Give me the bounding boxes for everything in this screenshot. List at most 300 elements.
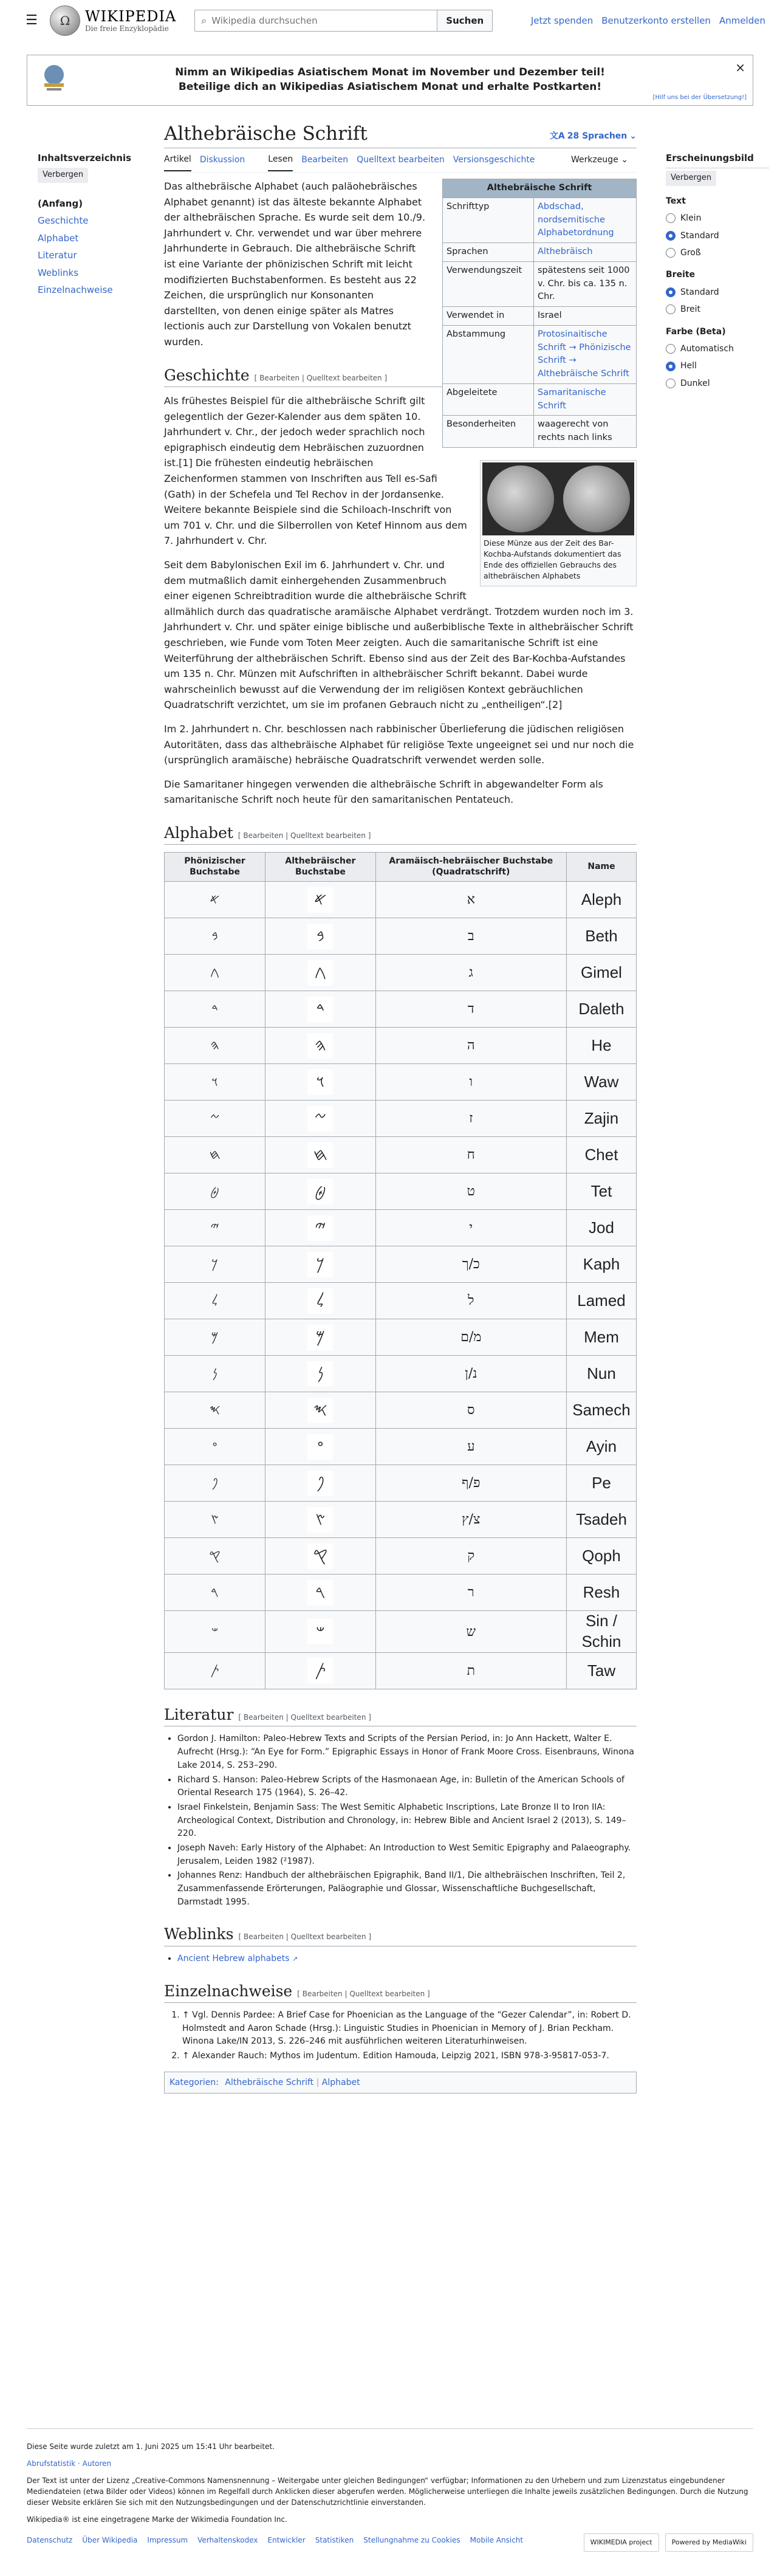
phoenician-cell: 𐤅 — [165, 1064, 265, 1101]
radio-label: Standard — [680, 230, 719, 241]
infobox-key: Schrifttyp — [443, 197, 534, 242]
phoenician-cell: 𐤉 — [165, 1210, 265, 1246]
table-row — [165, 1064, 637, 1101]
appearance-panel — [666, 151, 769, 390]
toc-item-top[interactable]: (Anfang) — [38, 197, 83, 209]
radio-label: Standard — [680, 287, 719, 297]
glyph-cell — [265, 1173, 376, 1210]
wikipedia-globe-icon: Ω — [50, 5, 80, 36]
letter-name-cell: Resh — [566, 1575, 636, 1611]
letter-name-cell: Pe — [566, 1465, 636, 1502]
heading-einzelnachweise — [164, 1982, 637, 2004]
letter-name-cell: Tet — [566, 1173, 636, 1210]
tab-edit[interactable]: Bearbeiten — [301, 155, 349, 165]
text-size-standard[interactable] — [666, 229, 769, 242]
heading-literatur — [164, 1705, 637, 1727]
table-row — [165, 1429, 637, 1465]
letter-name-cell: Beth — [566, 918, 636, 955]
toc-item-einzelnachweise[interactable]: Einzelnachweise — [38, 284, 113, 296]
search-box — [194, 10, 437, 32]
alphabet-table — [164, 852, 637, 1689]
table-row — [165, 1173, 637, 1210]
letter-name-cell: Zajin — [566, 1101, 636, 1137]
weblink-ancient-hebrew[interactable]: Ancient Hebrew alphabets — [177, 1953, 290, 1963]
paleo-hebrew-glyph: 𐤓 — [307, 1580, 333, 1606]
note-item: 1. ↑ Vgl. Dennis Pardee: A Brief Case for Phoenician as the Language of the “Gezer Calendar”, in: Robert D. Holmstedt and Aaron Schade (Hrsg.): Linguistic Studies in Phoenician in Memory of J. Brian Peckham. Winona Lake/IN 2013, S. 226–246 mit ausführlichen weiteren Literaturhinweisen. — [182, 2009, 637, 2049]
footer-badges — [584, 2533, 753, 2552]
square-script-cell: מ/ם — [375, 1319, 566, 1356]
infobox-value: Israel — [534, 307, 637, 326]
banner-logo-icon — [41, 63, 67, 93]
tab-edit-source[interactable]: Quelltext bearbeiten — [357, 155, 445, 165]
radio-icon — [666, 248, 676, 258]
category-link[interactable]: Althebräische Schrift — [225, 2077, 314, 2087]
glyph-cell — [265, 1064, 376, 1101]
create-account-link[interactable]: Benutzerkonto erstellen — [601, 15, 711, 26]
color-dark[interactable] — [666, 377, 769, 390]
logo-tagline: Die freie Enzyklopädie — [85, 24, 169, 33]
infobox-value: spätestens seit 1000 v. Chr. bis ca. 135 n. Chr. — [534, 261, 637, 306]
paleo-hebrew-glyph: 𐤍 — [307, 1361, 333, 1387]
phoenician-cell: 𐤆 — [165, 1101, 265, 1137]
glyph-cell — [265, 1356, 376, 1392]
glyph-cell — [265, 1652, 376, 1689]
tab-read[interactable]: Lesen — [268, 149, 293, 171]
square-script-cell: פ/ף — [375, 1465, 566, 1502]
table-row — [165, 1101, 637, 1137]
phoenician-cell: 𐤂 — [165, 955, 265, 991]
paleo-hebrew-glyph: 𐤐 — [307, 1471, 333, 1496]
tab-article[interactable]: Artikel — [164, 149, 191, 171]
categories-box — [164, 2072, 637, 2093]
heading-alphabet — [164, 823, 637, 845]
tab-history[interactable]: Versionsgeschichte — [453, 155, 535, 165]
login-link[interactable]: Anmelden — [719, 15, 765, 26]
infobox-value: waagerecht von rechts nach links — [534, 416, 637, 448]
language-button[interactable] — [550, 129, 637, 145]
coin-thumbnail — [480, 460, 637, 587]
heading-text: Geschichte — [164, 366, 250, 384]
weblink-item[interactable] — [177, 1953, 637, 1966]
glyph-cell — [265, 918, 376, 955]
heading-text: Literatur — [164, 1705, 234, 1723]
coin-obverse-image — [487, 465, 554, 532]
glyph-cell — [265, 1101, 376, 1137]
table-row — [165, 882, 637, 918]
glyph-cell — [265, 1465, 376, 1502]
footer-link[interactable]: Impressum — [147, 2536, 188, 2544]
table-row — [165, 918, 637, 955]
paleo-hebrew-glyph: 𐤋 — [307, 1288, 333, 1314]
infobox-value[interactable]: Samaritanische Schrift — [534, 383, 637, 416]
tools-menu[interactable] — [571, 149, 628, 170]
appearance-title: Erscheinungsbild — [666, 151, 769, 168]
wikimedia-badge[interactable]: WIKIMEDIA project — [584, 2533, 659, 2552]
paleo-hebrew-glyph: 𐤅 — [307, 1070, 333, 1095]
paleo-hebrew-glyph: 𐤎 — [307, 1398, 333, 1423]
letter-name-cell: Taw — [566, 1652, 636, 1689]
letter-name-cell: Sin / Schin — [566, 1611, 636, 1653]
infobox-value[interactable]: Althebräisch — [534, 243, 637, 262]
infobox-row — [443, 416, 637, 448]
glyph-cell — [265, 1575, 376, 1611]
literature-item: • Israel Finkelstein, Benjamin Sass: The West Semitic Alphabetic Inscriptions, Late Bronze II to Iron IIA: Archeological Context, Distribution and Chronology, in: Hebrew Bible and Ancient Israel 2 (2013), S. 149–220. — [177, 1801, 637, 1841]
phoenician-cell: 𐤍 — [165, 1356, 265, 1392]
banner-line-2[interactable]: Beteilige dich an Wikipedias Asiatischem Monat und erhalte Postkarten! — [178, 81, 602, 93]
table-row — [165, 1356, 637, 1392]
glyph-cell — [265, 1283, 376, 1319]
infobox-key: Verwendet in — [443, 307, 534, 326]
heading-text: Alphabet — [164, 823, 233, 842]
toc-item-geschichte[interactable]: Geschichte — [38, 215, 89, 227]
phoenician-cell: 𐤐 — [165, 1465, 265, 1502]
table-row — [165, 1319, 637, 1356]
heading-text: Weblinks — [164, 1925, 234, 1943]
phoenician-cell: 𐤋 — [165, 1283, 265, 1319]
glyph-cell — [265, 1429, 376, 1465]
paleo-hebrew-glyph: 𐤊 — [307, 1252, 333, 1277]
infobox-title: Althebräische Schrift — [443, 179, 637, 198]
note-item: 2. ↑ Alexander Rauch: Mythos im Judentum. Edition Hamouda, Leipzig 2021, ISBN 978-3-95817-053-7. — [182, 2050, 637, 2063]
glyph-cell — [265, 1137, 376, 1173]
footer-link[interactable]: Datenschutz — [27, 2536, 73, 2544]
article-body — [164, 179, 637, 2093]
phoenician-cell: 𐤎 — [165, 1392, 265, 1429]
logo-wordmark: WIKIPEDIA — [85, 8, 177, 26]
footer-link[interactable]: Verhaltenskodex — [197, 2536, 258, 2544]
radio-label: Dunkel — [680, 378, 710, 388]
table-row — [165, 1611, 637, 1653]
tools-label: Werkzeuge — [570, 155, 618, 165]
letter-name-cell: Aleph — [566, 882, 636, 918]
category-link[interactable]: Alphabet — [321, 2077, 360, 2087]
table-row — [165, 1246, 637, 1283]
page-title: Althebräische Schrift — [164, 122, 368, 145]
footer-link[interactable]: Entwickler — [267, 2536, 306, 2544]
heading-text: Einzelnachweise — [164, 1982, 293, 2000]
edit-section-link[interactable]: [ Bearbeiten | Quelltext bearbeiten ] — [238, 1932, 372, 1942]
edit-section-link[interactable]: [ Bearbeiten | Quelltext bearbeiten ] — [238, 1712, 371, 1722]
letter-name-cell: Jod — [566, 1210, 636, 1246]
radio-selected-icon — [666, 231, 676, 241]
search-button[interactable]: Suchen — [437, 10, 493, 32]
letter-name-cell: Kaph — [566, 1246, 636, 1283]
column-header: Aramäisch-hebräischer Buchstabe (Quadratschrift) — [375, 853, 566, 882]
square-script-cell: ע — [375, 1429, 566, 1465]
table-row — [165, 1137, 637, 1173]
toc-item-alphabet[interactable]: Alphabet — [38, 232, 79, 244]
alphabet-table-body — [165, 882, 637, 1689]
letter-name-cell: Samech — [566, 1392, 636, 1429]
paleo-hebrew-glyph: 𐤌 — [307, 1325, 333, 1350]
site-header — [0, 0, 780, 41]
phoenician-cell: 𐤁 — [165, 918, 265, 955]
square-script-cell: ס — [375, 1392, 566, 1429]
phoenician-cell: 𐤒 — [165, 1538, 265, 1575]
edit-section-link[interactable]: [ Bearbeiten | Quelltext bearbeiten ] — [238, 831, 371, 840]
width-heading: Breite — [666, 270, 696, 280]
paleo-hebrew-glyph: 𐤕 — [307, 1658, 333, 1683]
color-heading: Farbe (Beta) — [666, 326, 726, 337]
toc-title: Inhaltsverzeichnis — [38, 153, 132, 163]
toc-item-weblinks[interactable]: Weblinks — [38, 267, 79, 278]
thumbnail-caption: Diese Münze aus der Zeit des Bar-Kochba-Aufstands dokumentiert das Ende des offiziellen Gebrauchs des althebräischen Alphabets — [484, 538, 621, 581]
paleo-hebrew-glyph: 𐤀 — [307, 887, 333, 913]
table-row — [165, 1392, 637, 1429]
table-row — [165, 1575, 637, 1611]
radio-icon — [666, 379, 676, 388]
square-script-cell: י — [375, 1210, 566, 1246]
width-standard[interactable] — [666, 286, 769, 299]
hamburger-icon: ☰ — [26, 13, 38, 29]
infobox — [442, 179, 637, 448]
color-light[interactable] — [666, 359, 769, 373]
phoenician-cell: 𐤓 — [165, 1575, 265, 1611]
toc-hide-button[interactable]: Verbergen — [38, 168, 88, 183]
site-logo[interactable] — [50, 5, 176, 36]
letter-name-cell: Daleth — [566, 991, 636, 1028]
letter-name-cell: Nun — [566, 1356, 636, 1392]
width-wide[interactable] — [666, 303, 769, 316]
phoenician-cell: 𐤇 — [165, 1137, 265, 1173]
literature-item: • Johannes Renz: Handbuch der althebräischen Epigraphik, Band II/1, Die althebräischen Inschriften, Teil 2, Zusammenfassende Erörterungen, Paläographie und Glossar, Wissenschaftliche Buchgesellschaft, Darmstadt 1995. — [177, 1869, 637, 1909]
radio-icon — [666, 344, 676, 354]
phoenician-cell: 𐤄 — [165, 1028, 265, 1064]
category-separator: | — [316, 2077, 322, 2087]
table-row — [165, 1502, 637, 1538]
toc-list — [38, 195, 141, 299]
logo-text — [85, 9, 176, 33]
table-row — [165, 1210, 637, 1246]
literature-item: • Richard S. Hanson: Paleo-Hebrew Scripts of the Hasmonaean Age, in: Bulletin of the American Schools of Oriental Research 175 (1964), S. 26–42. — [177, 1774, 637, 1800]
glyph-cell — [265, 1028, 376, 1064]
last-edited-text: Diese Seite wurde zuletzt am 1. Juni 2025 um 15:41 Uhr bearbeitet. — [27, 2442, 275, 2451]
infobox-value[interactable]: Abdschad, nordsemitische Alphabetordnung — [534, 197, 637, 242]
square-script-cell: ג — [375, 955, 566, 991]
glyph-cell — [265, 1210, 376, 1246]
infobox-key: Abstammung — [443, 325, 534, 383]
paleo-hebrew-glyph: 𐤇 — [307, 1142, 333, 1168]
letter-name-cell: Gimel — [566, 955, 636, 991]
table-row — [165, 991, 637, 1028]
square-script-cell: נ/ן — [375, 1356, 566, 1392]
infobox-row — [443, 197, 637, 242]
infobox-key: Abgeleitete — [443, 383, 534, 416]
tab-discussion[interactable]: Diskussion — [199, 155, 245, 165]
edit-section-link[interactable]: [ Bearbeiten | Quelltext bearbeiten ] — [254, 373, 388, 382]
glyph-cell — [265, 955, 376, 991]
table-of-contents — [38, 151, 141, 299]
search-form — [194, 10, 493, 32]
square-script-cell: ל — [375, 1283, 566, 1319]
paleo-hebrew-glyph: 𐤉 — [307, 1215, 333, 1241]
heading-weblinks — [164, 1925, 637, 1946]
stats-authors-link[interactable]: Abrufstatistik · Autoren — [27, 2459, 112, 2468]
paleo-hebrew-glyph: 𐤂 — [307, 960, 333, 986]
translate-icon: 文A — [549, 131, 565, 141]
campaign-banner — [27, 55, 753, 106]
radio-icon — [666, 304, 676, 314]
letter-name-cell: Qoph — [566, 1538, 636, 1575]
square-script-cell: ר — [375, 1575, 566, 1611]
history-paragraph: Im 2. Jahrhundert n. Chr. beschlossen nach rabbinischer Überlieferung die jüdischen religiösen Autoritäten, dass das althebräische Alphabet für religiöse Texte ungeeignet sei und nur noch die (ursprünglich aramäische) hebräische Quadratschrift verwendet werden solle. — [164, 723, 634, 766]
square-script-cell: ט — [375, 1173, 566, 1210]
paleo-hebrew-glyph: 𐤃 — [307, 997, 333, 1022]
donate-link[interactable]: Jetzt spenden — [530, 15, 594, 26]
user-links — [531, 13, 765, 28]
table-header-row — [165, 853, 637, 882]
letter-name-cell: Waw — [566, 1064, 636, 1101]
square-script-cell: ה — [375, 1028, 566, 1064]
square-script-cell: צ/ץ — [375, 1502, 566, 1538]
radio-label: Hell — [680, 361, 697, 371]
radio-selected-icon — [666, 287, 676, 297]
infobox-key: Verwendungszeit — [443, 261, 534, 306]
trademark-text: Wikipedia® ist eine eingetragene Marke der Wikimedia Foundation Inc. — [27, 2515, 287, 2524]
banner-line-1[interactable]: Nimm an Wikipedias Asiatischem Monat im November und Dezember teil! — [175, 66, 605, 79]
appearance-hide-button[interactable]: Verbergen — [666, 171, 716, 186]
table-row — [165, 955, 637, 991]
table-row — [165, 1652, 637, 1689]
square-script-cell: ק — [375, 1538, 566, 1575]
phoenician-cell: 𐤊 — [165, 1246, 265, 1283]
glyph-cell — [265, 991, 376, 1028]
coin-reverse-image — [563, 465, 630, 532]
paleo-hebrew-glyph: 𐤁 — [307, 924, 333, 949]
main-menu-button[interactable] — [19, 9, 44, 33]
chevron-down-icon: ⌄ — [621, 155, 628, 165]
square-script-cell: ב — [375, 918, 566, 955]
glyph-cell — [265, 1319, 376, 1356]
table-row — [165, 1028, 637, 1064]
toc-item-literatur[interactable]: Literatur — [38, 250, 77, 261]
square-script-cell: ח — [375, 1137, 566, 1173]
radio-icon — [666, 213, 676, 223]
glyph-cell — [265, 1392, 376, 1429]
square-script-cell: ז — [375, 1101, 566, 1137]
letter-name-cell: He — [566, 1028, 636, 1064]
radio-label: Klein — [680, 213, 702, 224]
title-row — [164, 113, 637, 148]
banner-translate-link[interactable]: [Hilf uns bei der Übersetzung!] — [652, 94, 747, 101]
square-script-cell: ת — [375, 1652, 566, 1689]
letter-name-cell: Tsadeh — [566, 1502, 636, 1538]
letter-name-cell: Ayin — [566, 1429, 636, 1465]
radio-selected-icon — [666, 362, 676, 371]
weblinks-list — [177, 1953, 637, 1966]
footer-link[interactable]: Über Wikipedia — [82, 2536, 138, 2544]
footer-link[interactable]: Statistiken — [315, 2536, 354, 2544]
external-link-icon: ↗ — [292, 1954, 298, 1963]
glyph-cell — [265, 1611, 376, 1653]
search-input[interactable] — [211, 15, 431, 26]
square-script-cell: כ/ך — [375, 1246, 566, 1283]
footer-link[interactable]: Mobile Ansicht — [470, 2536, 524, 2544]
history-paragraph: Als frühestes Beispiel für die althebräische Schrift gilt gelegentlich der Gezer-Kalender aus dem späten 10. Jahrhundert v. Chr., der jedoch weder sprachlich noch epigraphisch eindeutig dem Hebräischen zuzuordnen ist.[1] Die frühesten eindeutig hebräischen Zeichenformen stammen von Inschriften aus Tell es-Safi (Gath) in der Schefela und Tel Rechov in der Jordansenke. Weitere bekannte Beispiele sind die Schiloach-Inschrift von um 701 v. Chr. und die Silberrollen von Ketef Hinnom aus dem 7. Jahrhundert v. Chr. — [164, 395, 467, 547]
phoenician-cell: 𐤔 — [165, 1611, 265, 1653]
close-icon[interactable]: × — [735, 60, 745, 75]
phoenician-cell: 𐤃 — [165, 991, 265, 1028]
letter-name-cell: Mem — [566, 1319, 636, 1356]
main-content — [164, 113, 637, 2093]
glyph-cell — [265, 882, 376, 918]
column-header: Name — [566, 853, 636, 882]
paleo-hebrew-glyph: 𐤆 — [307, 1106, 333, 1132]
letter-name-cell: Lamed — [566, 1283, 636, 1319]
square-script-cell: א — [375, 882, 566, 918]
phoenician-cell: 𐤈 — [165, 1173, 265, 1210]
literature-list — [177, 1733, 637, 1909]
square-script-cell: ד — [375, 991, 566, 1028]
radio-label: Automatisch — [680, 343, 734, 354]
phoenician-cell: 𐤑 — [165, 1502, 265, 1538]
notes-list — [182, 2009, 637, 2063]
language-count: 28 Sprachen — [567, 131, 628, 141]
infobox-row — [443, 243, 637, 262]
coin-image[interactable] — [482, 462, 634, 535]
phoenician-cell: 𐤏 — [165, 1429, 265, 1465]
history-paragraph: Seit dem Babylonischen Exil im 6. Jahrhundert v. Chr. und dem mutmaßlich damit einhergehenden Zusammenbruch einer eigenen Schreibtradition wurde die althebräische Schrift allmählich durch das quadratische aramäische Alphabet verdrängt. Trotzdem wurden noch im 3. Jahrhundert v. Chr. und später einige biblische und außerbiblische Texte in althebräischer Schrift geschrieben, wie Funde vom Toten Meer zeigten. Auch die samaritanische Schrift ist eine Weiterführung der althebräischen Schrift. Ebenso sind aus der Zeit des Bar-Kochba-Aufstandes um 135 n. Chr. Münzen mit Aufschriften in althebräischer Schrift bekannt. Dabei wurde wahrscheinlich bewusst auf die Verwendung der im religiösen Kontext gebräuchlichen Quadratschrift verzichtet, um sie im profanen Gebrauch nicht zu „entheiligen“.[2] — [164, 558, 634, 711]
text-size-small[interactable] — [666, 211, 769, 225]
literature-item: • Joseph Naveh: Early History of the Alphabet: An Introduction to West Semitic Epigraphy and Palaeography. Jerusalem, Leiden 1982 (²1987). — [177, 1842, 637, 1868]
infobox-row — [443, 325, 637, 383]
text-size-heading: Text — [666, 196, 686, 206]
glyph-cell — [265, 1538, 376, 1575]
infobox-row — [443, 307, 637, 326]
radio-label: Groß — [680, 247, 701, 258]
paleo-hebrew-glyph: 𐤏 — [307, 1434, 333, 1460]
square-script-cell: ש — [375, 1611, 566, 1653]
glyph-cell — [265, 1246, 376, 1283]
phoenician-cell: 𐤌 — [165, 1319, 265, 1356]
page-footer — [27, 2428, 753, 2546]
text-size-large[interactable] — [666, 246, 769, 259]
page-tabs — [164, 148, 637, 173]
phoenician-cell: 𐤀 — [165, 882, 265, 918]
color-auto[interactable] — [666, 342, 769, 355]
table-row — [165, 1465, 637, 1502]
column-header: Althebräischer Buchstabe — [265, 853, 376, 882]
table-row — [165, 1283, 637, 1319]
infobox-key: Sprachen — [443, 243, 534, 262]
license-text: Der Text ist unter der Lizenz „Creative-Commons Namensnennung – Weitergabe unter gleichen Bedingungen“ verfügbar; Informationen zu den Urhebern und zum Lizenzstatus eingebundener Mediendateien (etwa Bilder oder Videos) können im Regelfall durch Anklicken dieser abgerufen werden. Möglicherweise unterliegen die Inhalte jeweils zusätzlichen Bedingungen. Durch die Nutzung dieser Website erklären Sie sich mit den Nutzungsbedingungen und der Datenschutzrichtlinie einverstanden. — [27, 2476, 748, 2507]
banner-text — [27, 66, 753, 95]
footer-link[interactable]: Stellungnahme zu Cookies — [363, 2536, 460, 2544]
categories-label[interactable]: Kategorien: — [169, 2077, 219, 2087]
infobox-key: Besonderheiten — [443, 416, 534, 448]
search-icon: ⌕ — [201, 15, 207, 27]
glyph-cell — [265, 1502, 376, 1538]
intro-paragraph: Das althebräische Alphabet (auch paläohebräisches Alphabet genannt) ist das älteste bekannte Alphabet der althebräischen Sprache. Es wurde seit dem 10./9. Jahrhundert v. Chr. verwendet und war über mehrere Jahrhunderte in Gebrauch. Die althebräische Schrift ist eine Variante der phönizischen Schrift mit leicht modifizierten Buchstabenformen. Es besteht aus 22 Zeichen, die ursprünglich nur Konsonanten darstellten, von denen einige später als Matres lectionis auch zur Darstellung von Vokalen benutzt wurden. — [164, 180, 426, 348]
paleo-hebrew-glyph: 𐤑 — [307, 1507, 333, 1533]
paleo-hebrew-glyph: 𐤈 — [307, 1179, 333, 1204]
infobox-value[interactable]: Protosinaitische Schrift → Phönizische Schrift → Althebräische Schrift — [534, 325, 637, 383]
paleo-hebrew-glyph: 𐤄 — [307, 1033, 333, 1059]
edit-section-link[interactable]: [ Bearbeiten | Quelltext bearbeiten ] — [297, 1989, 430, 1998]
paleo-hebrew-glyph: 𐤒 — [307, 1544, 333, 1569]
history-paragraph: Die Samaritaner hingegen verwenden die althebräische Schrift in abgewandelter Form als samaritanische Schrift noch heute für den samaritanischen Pentateuch. — [164, 778, 603, 806]
infobox-row — [443, 261, 637, 306]
phoenician-cell: 𐤕 — [165, 1652, 265, 1689]
radio-label: Breit — [680, 304, 701, 315]
infobox-row — [443, 383, 637, 416]
letter-name-cell: Chet — [566, 1137, 636, 1173]
square-script-cell: ו — [375, 1064, 566, 1101]
mediawiki-badge[interactable]: Powered by MediaWiki — [665, 2533, 753, 2552]
table-row — [165, 1538, 637, 1575]
chevron-down-icon: ⌄ — [629, 131, 637, 141]
literature-item: • Gordon J. Hamilton: Paleo-Hebrew Texts and Scripts of the Persian Period, in: Jo Ann Hackett, Walter E. Aufrecht (Hrsg.): “An Eye for Form.” Epigraphic Essays in Honor of Frank Moore Cross. Eisenbrauns, Winona Lake 2014, S. 253–290. — [177, 1733, 637, 1772]
